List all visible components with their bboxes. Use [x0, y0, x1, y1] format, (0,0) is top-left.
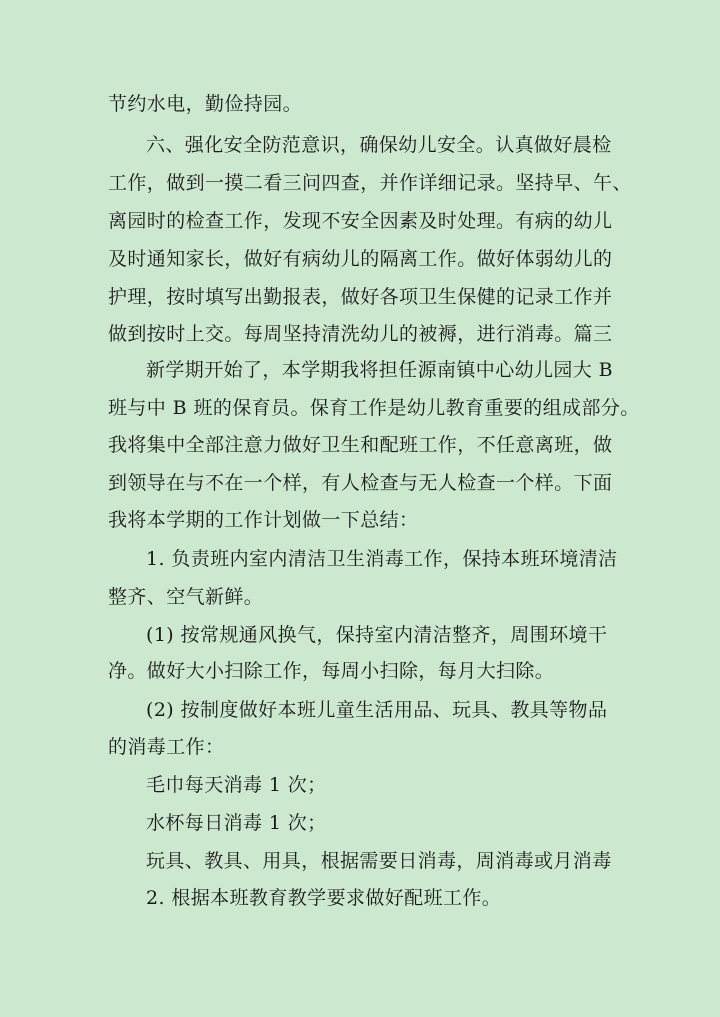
text-line: 新学期开始了，本学期我将担任源南镇中心幼儿园大 B — [146, 359, 614, 381]
text-line: (1) 按常规通风换气，保持室内清洁整齐，周围环境干 — [146, 624, 608, 646]
text-line: 整齐、空气新鲜。 — [108, 586, 264, 608]
text-line: 做到按时上交。每周坚持清洗幼儿的被褥，进行消毒。篇三 — [108, 323, 613, 345]
text-line: 玩具、教具、用具，根据需要日消毒，周消毒或月消毒 — [146, 850, 612, 872]
text-line: 节约水电，勤俭持园。 — [108, 93, 303, 115]
text-line: 我将本学期的工作计划做一下总结： — [108, 509, 419, 531]
text-line: 工作，做到一摸二看三问四查，并作详细记录。坚持早、午、 — [108, 172, 632, 194]
text-line: 六、强化安全防范意识，确保幼儿安全。认真做好晨检 — [146, 134, 612, 156]
text-line: 护理，按时填写出勤报表，做好各项卫生保健的记录工作并 — [108, 286, 613, 308]
text-line: 2. 根据本班教育教学要求做好配班工作。 — [146, 887, 502, 909]
text-line: 水杯每日消毒 1 次； — [146, 812, 327, 834]
text-line: 班与中 B 班的保育员。保育工作是幼儿教育重要的组成部分。 — [108, 397, 640, 419]
text-line: 1. 负责班内室内清洁卫生消毒工作，保持本班环境清洁 — [146, 548, 618, 570]
text-line: 到领导在与不在一个样，有人检查与无人检查一个样。下面 — [108, 472, 613, 494]
text-line: 毛巾每天消毒 1 次； — [146, 774, 327, 796]
text-line: 离园时的检查工作，发现不安全因素及时处理。有病的幼儿 — [108, 210, 613, 232]
text-line: 我将集中全部注意力做好卫生和配班工作，不任意离班，做 — [108, 434, 613, 456]
text-line: (2) 按制度做好本班儿童生活用品、玩具、教具等物品 — [146, 699, 608, 721]
text-line: 净。做好大小扫除工作，每周小扫除，每月大扫除。 — [108, 660, 555, 682]
text-line: 的消毒工作： — [108, 736, 225, 758]
text-line: 及时通知家长，做好有病幼儿的隔离工作。做好体弱幼儿的 — [108, 248, 613, 270]
